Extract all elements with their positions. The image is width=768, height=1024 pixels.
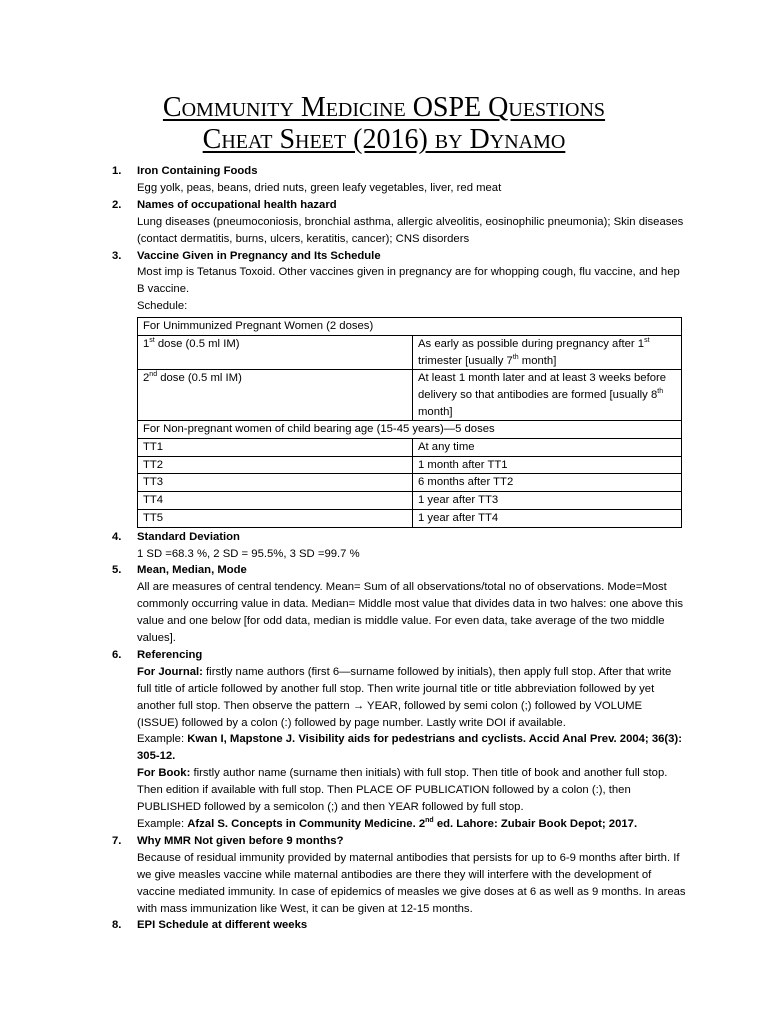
item-heading: Iron Containing Foods xyxy=(137,165,258,177)
table-section-row xyxy=(138,318,682,336)
dose-cell: TT1 xyxy=(138,439,413,457)
question-item-2 xyxy=(112,197,686,248)
item-number: 3. xyxy=(112,249,122,262)
item-number: 6. xyxy=(112,648,122,661)
item-number: 4. xyxy=(112,530,122,543)
table-row xyxy=(138,456,682,474)
timing-cell: 6 months after TT2 xyxy=(413,474,682,492)
item-body: All are measures of central tendency. Mean= Sum of all observations/total no of observations. Mode=Most commonly occurring value in data. Median= Middle most value that divides data in two halves: one above this value and one below [for odd data, median is middle value. For even data, take average of the two middle values]. xyxy=(137,581,684,645)
timing-cell: 1 year after TT4 xyxy=(413,509,682,527)
table-row xyxy=(138,474,682,492)
schedule-label: Schedule: xyxy=(137,300,188,313)
item-heading: Names of occupational health hazard xyxy=(137,198,337,211)
dose-cell: TT3 xyxy=(138,474,413,492)
question-item-8 xyxy=(112,917,686,934)
question-item-1 xyxy=(112,163,686,197)
table-section-heading: For Unimmunized Pregnant Women (2 doses) xyxy=(138,318,682,336)
timing-cell: At any time xyxy=(413,439,682,457)
dose-cell: TT2 xyxy=(138,456,413,474)
item-body: Because of residual immunity provided by maternal antibodies that persists for up to 6-9 months after birth. If we give measles vaccine while maternal antibodies are there they will interfere with the development of vaccine mediated immunity. In case of epidemics of measles we give doses at 6 as well as 9 months. In areas with mass immunization like West, it can be given at 12-15 months. xyxy=(137,851,686,915)
book-reference-rule: For Book: firstly author name (surname then initials) with full stop. Then title of book and another full stop. Then edition if available with full stop. Then PLACE OF PUBLICATION followed by a colon (:), then PUBLISHED followed by a semicolon (;) and then YEAR followed by full stop. xyxy=(137,767,668,814)
document-title-line-2: Cheat Sheet (2016) by Dynamo xyxy=(202,124,566,155)
table-row xyxy=(138,335,682,369)
item-heading: EPI Schedule at different weeks xyxy=(137,919,308,932)
journal-reference-rule: For Journal: firstly name authors (first 6—surname followed by initials), then apply full stop. After that write full title of article followed by another full stop. Then write journal title or title abbreviation followed by yet another full stop. Then observe the pattern → YEAR, followed by semi colon (;) followed by VOLUME (ISSUE) followed by a colon (:) followed by page number. Lastly write DOI if available. xyxy=(137,665,672,729)
item-body: Most imp is Tetanus Toxoid. Other vaccines given in pregnancy are for whopping cough, flu vaccine, and hep B vaccine. xyxy=(137,266,680,296)
question-item-5 xyxy=(112,562,686,647)
item-heading: Mean, Median, Mode xyxy=(137,564,247,577)
item-number: 8. xyxy=(112,919,122,932)
item-body: Egg yolk, peas, beans, dried nuts, green leafy vegetables, liver, red meat xyxy=(137,181,502,194)
timing-cell: At least 1 month later and at least 3 weeks before delivery so that antibodies are formed [usually 8th month] xyxy=(413,370,682,421)
dose-cell: TT4 xyxy=(138,492,413,510)
question-item-3 xyxy=(112,248,686,528)
item-heading: Vaccine Given in Pregnancy and Its Schedule xyxy=(137,249,381,262)
timing-cell: 1 year after TT3 xyxy=(413,492,682,510)
question-item-6 xyxy=(112,647,686,833)
table-row xyxy=(138,439,682,457)
table-section-row xyxy=(138,421,682,439)
question-item-4 xyxy=(112,529,686,563)
question-item-7 xyxy=(112,833,686,918)
item-number: 7. xyxy=(112,834,122,847)
table-row xyxy=(138,509,682,527)
item-number: 1. xyxy=(112,165,122,177)
item-heading: Why MMR Not given before 9 months? xyxy=(137,834,344,847)
item-number: 5. xyxy=(112,564,122,577)
table-row xyxy=(138,370,682,421)
timing-cell: As early as possible during pregnancy after 1st trimester [usually 7th month] xyxy=(413,335,682,369)
document-title-line-1: Community Medicine OSPE Questions xyxy=(162,92,606,123)
table-row xyxy=(138,492,682,510)
tt-schedule-table xyxy=(137,317,682,527)
item-heading: Referencing xyxy=(137,648,203,661)
dose-cell: TT5 xyxy=(138,509,413,527)
journal-example: Example: Kwan I, Mapstone J. Visibility aids for pedestrians and cyclists. Accid Anal Prev. 2004; 36(3): 305-12. xyxy=(137,733,682,763)
item-number: 2. xyxy=(112,198,122,211)
item-body: Lung diseases (pneumoconiosis, bronchial asthma, allergic alveolitis, eosinophilic pneumonia); Skin diseases (contact dermatitis, burns, ulcers, keratitis, cancer); CNS disorders xyxy=(137,215,684,245)
table-section-heading: For Non-pregnant women of child bearing age (15-45 years)—5 doses xyxy=(138,421,682,439)
question-list xyxy=(112,163,686,934)
dose-cell: 2nd dose (0.5 ml IM) xyxy=(138,370,413,421)
timing-cell: 1 month after TT1 xyxy=(413,456,682,474)
dose-cell: 1st dose (0.5 ml IM) xyxy=(138,335,413,369)
item-body: 1 SD =68.3 %, 2 SD = 95.5%, 3 SD =99.7 % xyxy=(137,547,360,560)
item-heading: Standard Deviation xyxy=(137,530,240,543)
book-example: Example: Afzal S. Concepts in Community Medicine. 2nd ed. Lahore: Zubair Book Depot; 2017. xyxy=(137,817,638,830)
